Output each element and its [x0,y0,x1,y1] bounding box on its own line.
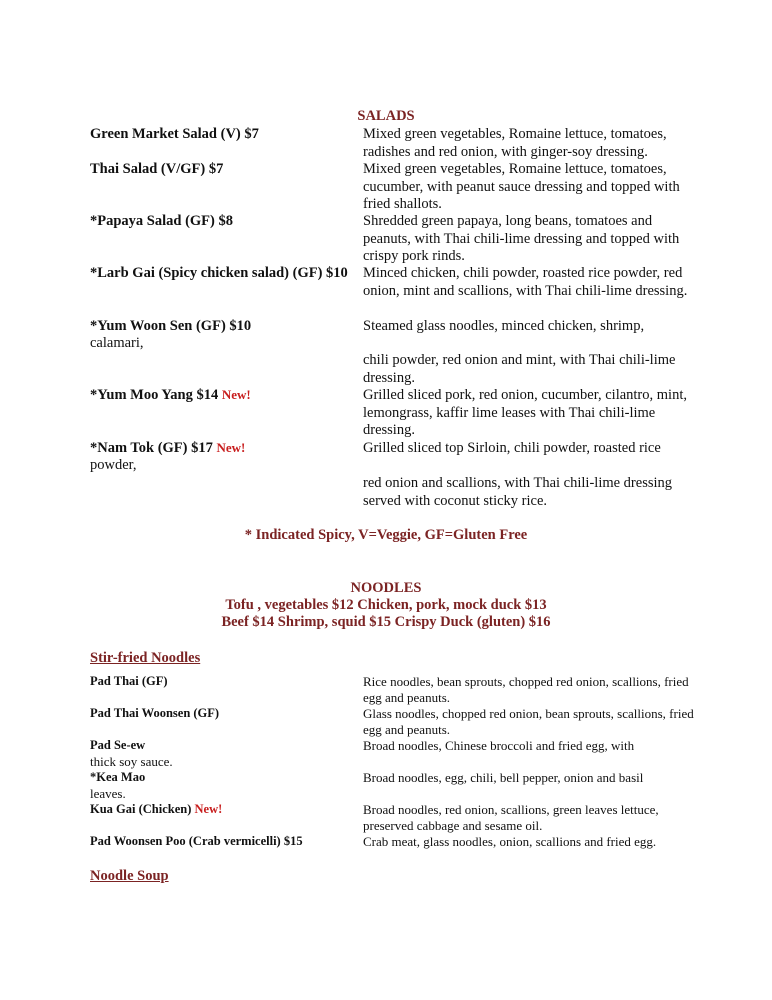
menu-item-desc: Broad noodles, Chinese broccoli and fried egg, with [363,738,635,753]
menu-item-name [90,802,222,817]
noodles-price-line-2: Beef $14 Shrimp, squid $15 Crispy Duck (gluten) $16 [221,614,551,630]
new-badge: New! [194,802,223,816]
menu-item-desc-overflow: leaves. [90,786,126,801]
menu-item-name: Thai Salad (V/GF) $7 [90,161,224,177]
menu-item-name: Pad Woonsen Poo (Crab vermicelli) $15 [90,834,303,848]
item-name-text: *Nam Tok (GF) $17 [90,440,213,456]
menu-item-name: *Yum Woon Sen (GF) $10 [90,318,252,334]
menu-item-name: Pad Se-ew [90,738,146,752]
menu-item-desc-overflow: powder, [90,457,137,473]
section-title-noodle-soup: Noodle Soup [90,868,169,884]
menu-item-name [90,440,245,457]
menu-item-name: *Kea Mao [90,770,146,784]
noodles-price-line-1: Tofu , vegetables $12 Chicken, pork, mock duck $13 [225,597,547,613]
new-badge: New! [221,387,251,402]
menu-item-desc-overflow: thick soy sauce. [90,754,173,769]
noodles-heading: NOODLES [350,580,422,596]
menu-item-name: Pad Thai (GF) [90,674,168,688]
menu-item-desc: Mixed green vegetables, Romaine lettuce, tomatoes, cucumber, with peanut sauce dressing and topped with fried shallots. [363,161,680,212]
menu-item-name: *Larb Gai (Spicy chicken salad) (GF) $10 [90,265,348,281]
menu-item-desc: Minced chicken, chili powder, roasted rice powder, red onion, mint and scallions, with Thai chili-lime dressing. [363,265,688,299]
menu-item-name: *Papaya Salad (GF) $8 [90,213,233,229]
menu-item-desc: Broad noodles, red onion, scallions, green leaves lettuce, preserved cabbage and sesame oil. [363,802,659,833]
menu-item-desc: Grilled sliced pork, red onion, cucumber, cilantro, mint, lemongrass, kaffir lime leases with Thai chili-lime dressing. [363,387,687,438]
menu-item-desc-overflow: calamari, [90,335,144,351]
menu-item-name: Green Market Salad (V) $7 [90,126,259,142]
section-title-stir-fried: Stir-fried Noodles [90,650,201,666]
menu-item-desc: chili powder, red onion and mint, with Thai chili-lime dressing. [363,352,676,386]
menu-item-desc: Mixed green vegetables, Romaine lettuce, tomatoes, radishes and red onion, with ginger-soy dressing. [363,126,667,160]
menu-item-desc: Grilled sliced top Sirloin, chili powder, roasted rice [363,440,661,456]
menu-item-desc: Glass noodles, chopped red onion, bean sprouts, scallions, fried egg and peanuts. [363,706,694,737]
salads-heading: SALADS [357,108,415,124]
item-name-text: Kua Gai (Chicken) [90,802,192,816]
menu-item-desc: Shredded green papaya, long beans, tomatoes and peanuts, with Thai chili-lime dressing and topped with crispy pork rinds. [363,213,680,264]
menu-item-name [90,387,251,404]
new-badge: New! [216,440,246,455]
menu-item-desc: Crab meat, glass noodles, onion, scallions and fried egg. [363,834,657,849]
menu-item-desc: Rice noodles, bean sprouts, chopped red onion, scallions, fried egg and peanuts. [363,674,689,705]
menu-item-desc: red onion and scallions, with Thai chili-lime dressing served with coconut sticky rice. [363,475,673,509]
menu-item-name: Pad Thai Woonsen (GF) [90,706,220,720]
legend: * Indicated Spicy, V=Veggie, GF=Gluten Free [244,527,528,543]
item-name-text: *Yum Moo Yang $14 [90,387,219,403]
menu-item-desc: Broad noodles, egg, chili, bell pepper, onion and basil [363,770,644,785]
menu-item-desc: Steamed glass noodles, minced chicken, shrimp, [363,318,645,334]
